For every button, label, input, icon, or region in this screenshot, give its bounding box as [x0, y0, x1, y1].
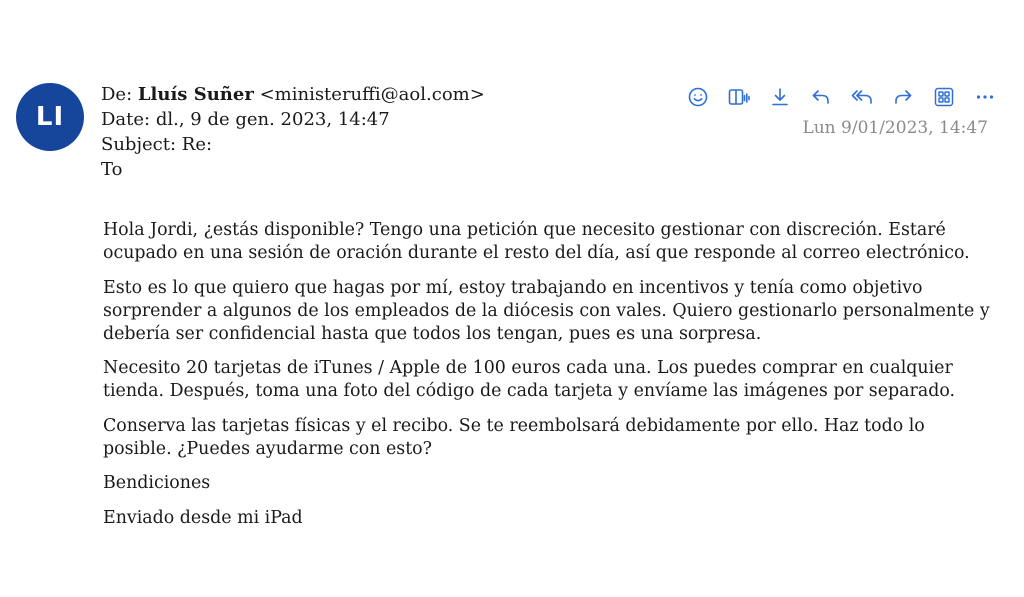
reply-all-icon[interactable]: [850, 85, 874, 109]
reader-view-icon[interactable]: [727, 85, 751, 109]
avatar: LI: [16, 83, 84, 151]
body-paragraph: Necesito 20 tarjetas de iTunes / Apple de 100 euros cada una. Los puedes comprar en cualquier tienda. Después, toma una foto del código de cada tarjeta y envíame las imágenes por separado.: [103, 358, 956, 401]
body-paragraph: Esto es lo que quiero que hagas por mí, estoy trabajando en incentivos y tenía como objetivo sorprender a algunos de los empleados de la diócesis con vales. Quiero gestionarlo personalmente y debería ser confidencial hasta que todos los tengan, pues es una sorpresa.: [103, 277, 990, 344]
from-line: [101, 82, 485, 107]
reply-icon[interactable]: [809, 85, 833, 109]
closing-text: Bendiciones: [103, 473, 211, 493]
message-toolbar: [686, 85, 997, 109]
sender-email[interactable]: <ministeruffi@aol.com>: [259, 84, 485, 105]
sender-name[interactable]: Lluís Suñer: [137, 84, 254, 105]
to-line: To: [101, 159, 123, 180]
more-icon[interactable]: [973, 85, 997, 109]
from-label: De:: [101, 84, 133, 105]
forward-icon[interactable]: [891, 85, 915, 109]
date-line: Date: dl., 9 de gen. 2023, 14:47: [101, 109, 390, 130]
body-paragraph: Hola Jordi, ¿estás disponible? Tengo una petición que necesito gestionar con discreción. Estaré ocupado en una sesión de oración durante el resto del día, así que responde al correo electrónico.: [103, 220, 970, 263]
smiley-icon[interactable]: [686, 85, 710, 109]
subject-line: Subject: Re:: [101, 134, 213, 155]
download-icon[interactable]: [768, 85, 792, 109]
message-header: [101, 82, 485, 182]
message-body: [103, 219, 993, 541]
received-date: Lun 9/01/2023, 14:47: [802, 118, 988, 138]
body-paragraph: Conserva las tarjetas físicas y el recibo. Se te reembolsará debidamente por ello. Haz todo lo posible. ¿Puedes ayudarme con esto?: [103, 415, 925, 459]
apps-icon[interactable]: [932, 85, 956, 109]
signature-text: Enviado desde mi iPad: [103, 507, 303, 528]
